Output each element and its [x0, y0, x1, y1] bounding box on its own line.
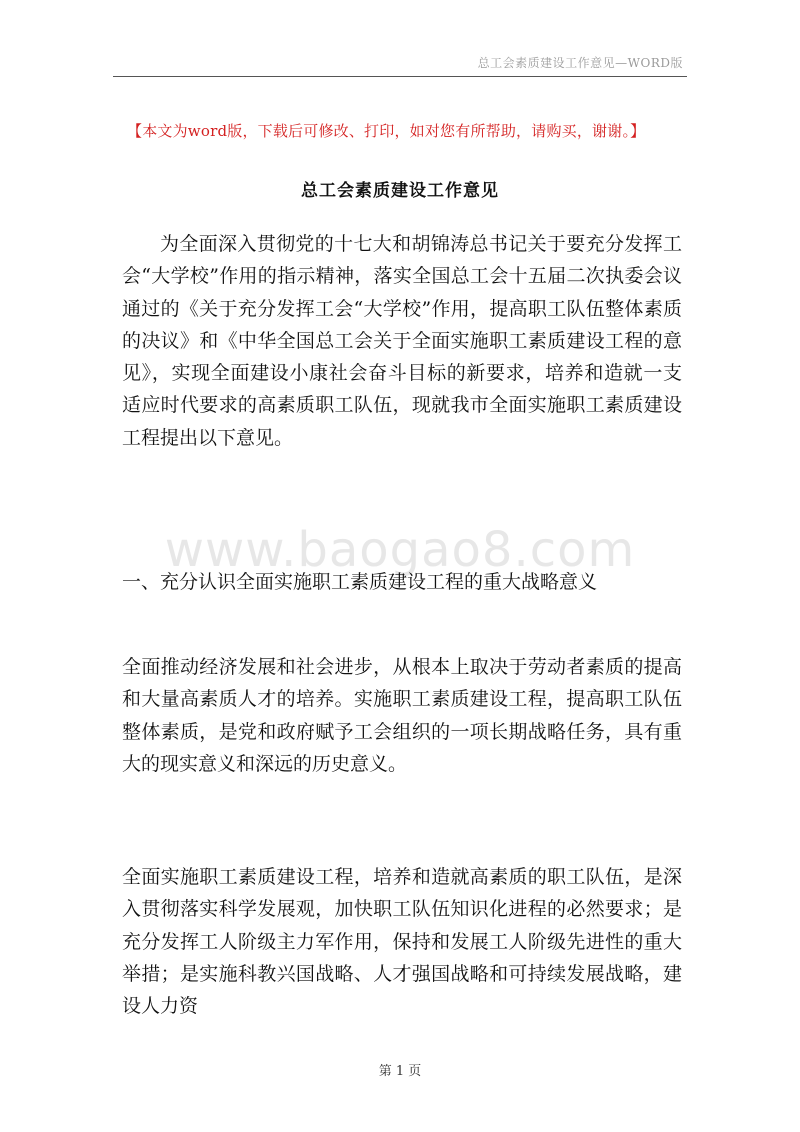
- document-title: 总工会素质建设工作意见: [301, 181, 499, 201]
- purchase-notice: 【本文为word版，下载后可修改、打印，如对您有所帮助，请购买，谢谢。】: [127, 122, 646, 140]
- body-paragraph-2: 全面实施职工素质建设工程，培养和造就高素质的职工队伍，是深入贯彻落实科学发展观，加快职工队伍知识化进程的必然要求；是充分发挥工人阶级主力军作用，保持和发展工人阶级先进性的重大举措；是实施科教兴国战略、人才强国战略和可持续发展战略，建设人力资: [122, 866, 682, 1018]
- intro-paragraph: 为全面深入贯彻党的十七大和胡锦涛总书记关于要充分发挥工会“大学校”作用的指示精神，落实全国总工会十五届二次执委会议通过的《关于充分发挥工会“大学校”作用，提高职工队伍整体素质的决议》和《中华全国总工会关于全面实施职工素质建设工程的意见》，实现全面建设小康社会奋斗目标的新要求，培养和造就一支适应时代要求的高素质职工队伍，现就我市全面实施职工素质建设工程提出以下意见。: [122, 233, 682, 449]
- page-header-text: 总工会素质建设工作意见—WORD版: [477, 56, 683, 70]
- site-watermark: www.baogao8.com: [164, 522, 636, 578]
- section-heading: 一、充分认识全面实施职工素质建设工程的重大战略意义: [122, 571, 598, 593]
- header-divider: [113, 76, 687, 77]
- page-number: 第 1 页: [378, 1064, 422, 1079]
- body-paragraph-1: 全面推动经济发展和社会进步，从根本上取决于劳动者素质的提高和大量高素质人才的培养。实施职工素质建设工程，提高职工队伍整体素质，是党和政府赋予工会组织的一项长期战略任务，具有重大的现实意义和深远的历史意义。: [122, 656, 682, 775]
